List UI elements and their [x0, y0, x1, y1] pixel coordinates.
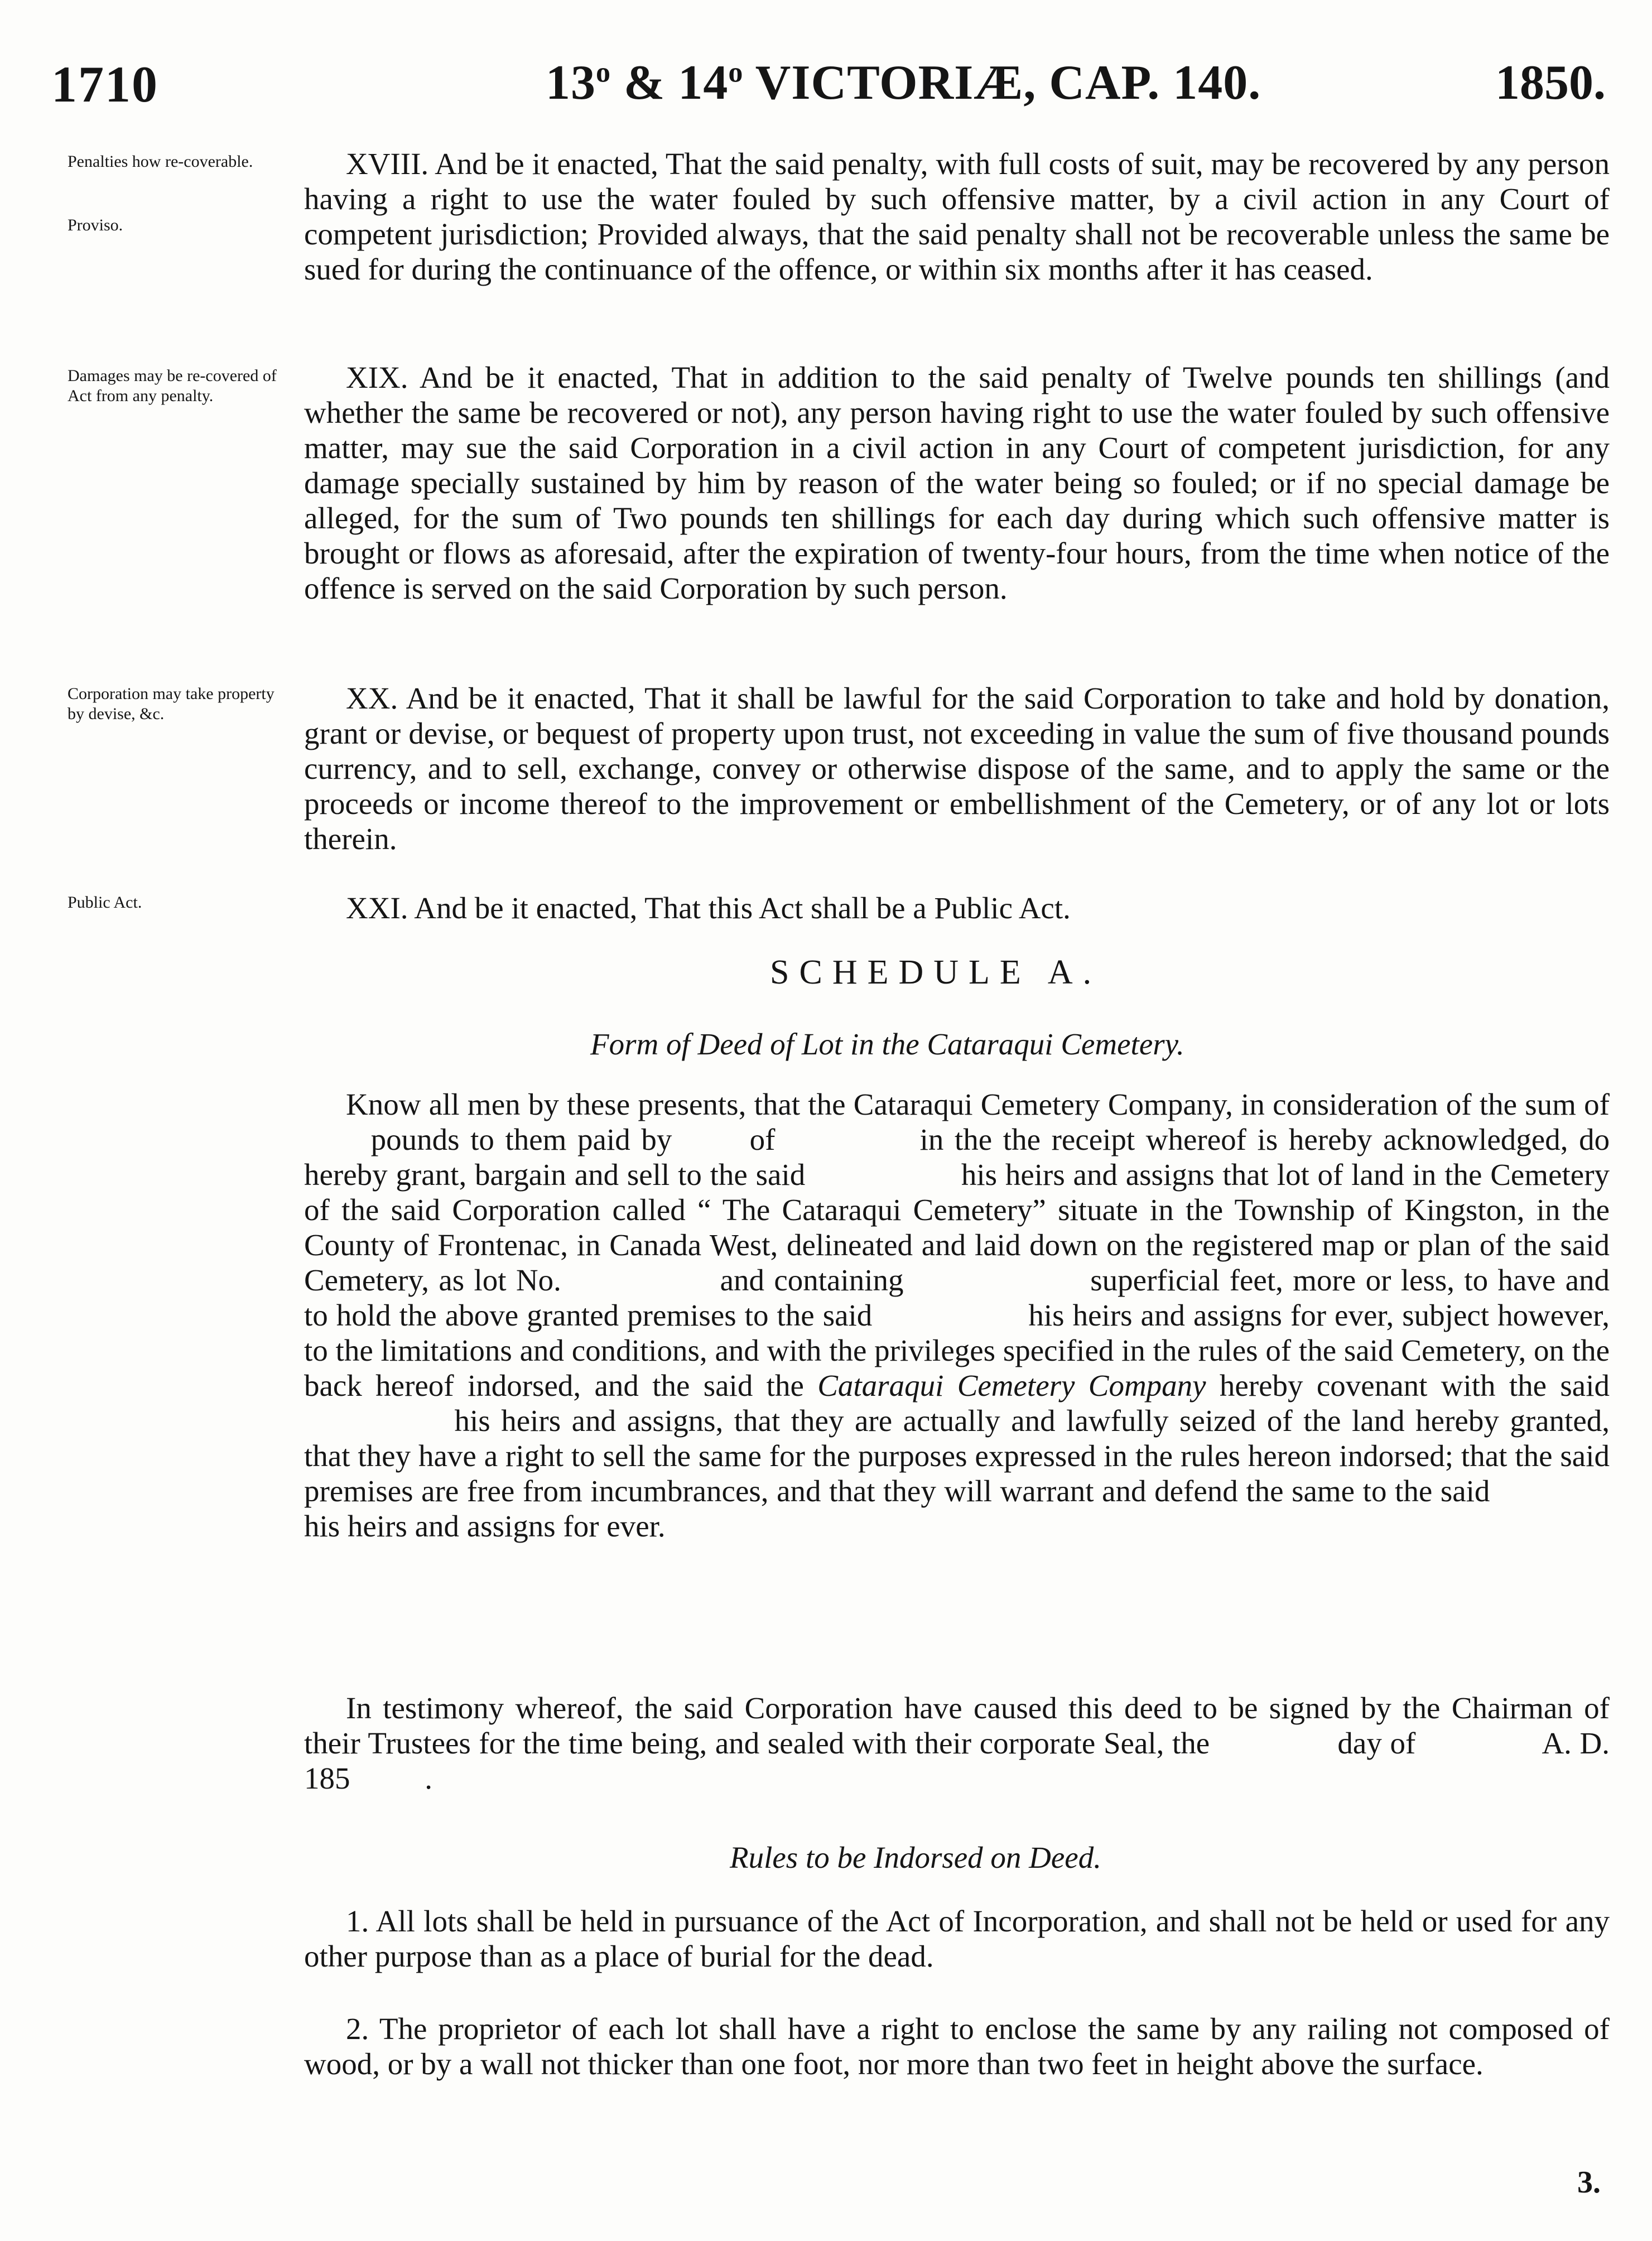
- deed-part-10: hereby covenant with the said: [1219, 1368, 1610, 1403]
- section-19-text: XIX. And be it enacted, That in addition to the said penalty of Twelve pounds ten shillings (and whether the same be recovered or not), any person having right to use the water fouled by such offensive matter, may sue the said Corporation in a civil action in any Court of competent jurisdiction, for any damage specially sustained by him by reason of the water being so fouled; or if no special damage be alleged, for the sum of Two pounds ten shillings for each day during which such offensive matter is brought or flows as aforesaid, after the expiration of twenty-four hours, from the time when notice of the offence is served on the said Corporation by such person.: [304, 360, 1610, 605]
- testimony-paragraph: [304, 1690, 1610, 1796]
- section-18-text: XVIII. And be it enacted, That the said penalty, with full costs of suit, may be recovered by any person having a right to use the water fouled by such offensive matter, by a civil action in any Court of competent jurisdiction; Provided always, that the said penalty shall not be recoverable unless the same be sued for during the continuance of the offence, or within six months after it has ceased.: [304, 147, 1610, 286]
- section-21: [304, 890, 1610, 926]
- deed-part-2: pounds to them paid by: [370, 1122, 672, 1156]
- section-21-text: XXI. And be it enacted, That this Act shall be a Public Act.: [346, 891, 1071, 925]
- rule-2-text: 2. The proprietor of each lot shall have a right to enclose the same by any railing not composed of wood, or by a wall not thicker than one foot, nor more than two feet in height above the surface.: [304, 2012, 1610, 2081]
- title-num-b: 14: [678, 56, 729, 110]
- deed-part-1: Know all men by these presents, that the Cataraqui Cemetery Company, in consideration of the sum of: [346, 1087, 1610, 1121]
- margin-note-damages: Damages may be re-covered of Act from any penalty.: [68, 367, 277, 405]
- page-year: 1850.: [1495, 56, 1606, 110]
- deed-part-12: his heirs and assigns for ever.: [304, 1509, 666, 1543]
- title-num-a: 13: [546, 56, 596, 110]
- deed-part-4: in the: [919, 1122, 993, 1156]
- title-amp: &: [611, 56, 678, 110]
- testimony-part-2: day of: [1337, 1726, 1416, 1760]
- testimony-part-4: .: [425, 1761, 432, 1795]
- testimony-part-3: A. D. 185: [304, 1726, 1610, 1795]
- deed-company-italic: Cataraqui Cemetery Company: [817, 1368, 1206, 1403]
- section-20: [304, 681, 1610, 856]
- form-heading: Form of Deed of Lot in the Cataraqui Cemetery.: [590, 1027, 1184, 1061]
- section-19: [304, 360, 1610, 606]
- margin-note-penalties: Penalties how re-coverable.: [68, 152, 253, 171]
- deed-part-7: and containing: [720, 1263, 904, 1297]
- margin-note-public-act: Public Act.: [68, 893, 142, 912]
- rules-heading: Rules to be Indorsed on Deed.: [730, 1840, 1101, 1874]
- deed-part-8: superficial feet, more or less, to have and to hold the above granted premises to the said: [304, 1263, 1610, 1332]
- deed-part-3: of: [749, 1122, 776, 1156]
- catchword: 3.: [1577, 2165, 1601, 2200]
- rule-1-text: 1. All lots shall be held in pursuance of the Act of Incorporation, and shall not be held or used for any other purpose than as a place of burial for the dead.: [304, 1904, 1610, 1973]
- margin-note-proviso: Proviso.: [68, 216, 123, 234]
- deed-part-6: his heirs and assigns that lot of land in the Cemetery of the said Corporation called “ The Cataraqui Cemetery” situate in the Township of Kingston, in the County of Frontenac, in Canada West, delineated and laid down on the registered map or plan of the said Cemetery, as lot No.: [304, 1158, 1610, 1297]
- running-title: [546, 55, 1261, 111]
- title-rest: VICTORIÆ, CAP. 140.: [743, 56, 1261, 110]
- rule-1: [304, 1903, 1610, 1974]
- deed-form: [304, 1087, 1610, 1544]
- deed-paragraph: [304, 1087, 1610, 1544]
- deed-part-9: his heirs and assigns for ever, subject however, to the limitations and conditions, and with the privileges specified in the rules of the said Cemetery, on the back hereof indorsed, and the said the: [304, 1298, 1610, 1403]
- rule-2: [304, 2011, 1610, 2081]
- deed-part-5: the receipt whereof is hereby acknowledged, do hereby grant, bargain and sell to the said: [304, 1122, 1610, 1192]
- margin-note-corporation: Corporation may take property by devise, &c.: [68, 685, 274, 723]
- page-number: 1710: [51, 56, 158, 113]
- title-sup-a: o: [596, 56, 611, 89]
- testimony-part-1: In testimony whereof, the said Corporation have caused this deed to be signed by the Chairman of their Trustees for the time being, and sealed with their corporate Seal, the: [304, 1691, 1610, 1760]
- deed-part-11: his heirs and assigns, that they are actually and lawfully seized of the land hereby granted, that they have a right to sell the same for the purposes expressed in the rules hereon indorsed; that the said premises are free from incumbrances, and that they will warrant and defend the same to the said: [304, 1404, 1610, 1508]
- title-sup-b: o: [728, 56, 744, 89]
- testimony: [304, 1690, 1610, 1796]
- section-18: [304, 146, 1610, 287]
- schedule-title: SCHEDULE A.: [770, 953, 1102, 991]
- section-20-text: XX. And be it enacted, That it shall be lawful for the said Corporation to take and hold by donation, grant or devise, or bequest of property upon trust, not exceeding in value the sum of five thousand pounds currency, and to sell, exchange, convey or otherwise dispose of the same, and to apply the same or the proceeds or income thereof to the improvement or embellishment of the Cemetery, or of any lot or lots therein.: [304, 681, 1610, 856]
